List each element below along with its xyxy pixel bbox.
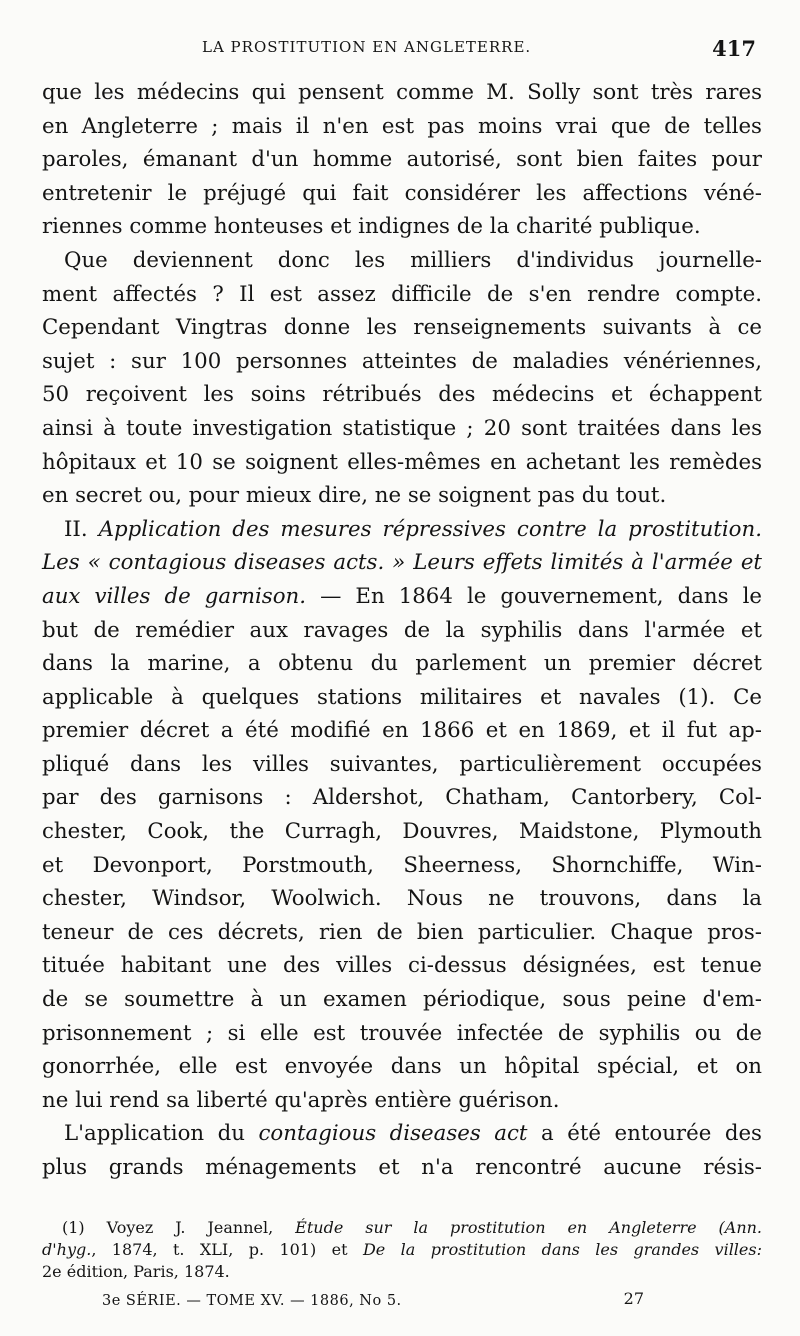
section-title: Application des mesures répressives contre la prostitution. — [98, 516, 762, 542]
text-line: tituée habitant une des villes ci-dessus désignées, est tenue — [42, 953, 762, 979]
text-line: ne lui rend sa liberté qu'après entière guérison. — [42, 1087, 560, 1113]
running-title: LA PROSTITUTION EN ANGLETERRE. — [202, 38, 532, 56]
text-run: a été entourée des — [527, 1121, 762, 1147]
text-line: plus grands ménagements et n'a rencontré aucune résis- — [42, 1155, 762, 1180]
text-line: Que deviennent donc les milliers d'individus journelle- — [64, 247, 762, 273]
footnotes — [42, 1217, 762, 1283]
text-line: Cependant Vingtras donne les renseignements suivants à ce — [42, 315, 762, 341]
series-info: 3e SÉRIE. — TOME XV. — 1886, No 5. — [102, 1293, 402, 1309]
text-line: que les médecins qui pensent comme M. Solly sont très rares — [42, 80, 762, 105]
body-text — [42, 76, 762, 1185]
text-line: but de remédier aux ravages de la syphilis dans l'armée et — [42, 617, 762, 643]
text-line: prisonnement ; si elle est trouvée infectée de syphilis ou de — [42, 1020, 762, 1046]
section-subtitle: Les « contagious diseases acts. » Leurs effets limités à l'armée et — [42, 550, 762, 576]
paragraph-2 — [42, 244, 762, 513]
footnote-line — [42, 1217, 762, 1239]
paragraph-1 — [42, 76, 762, 244]
text-line — [42, 580, 762, 614]
text-line: sujet : sur 100 personnes atteintes de maladies vénériennes, — [42, 348, 762, 374]
footnote-title: De la prostitution dans les grandes villes: — [362, 1240, 762, 1259]
section-number: II. — [64, 516, 88, 542]
text-line: de se soumettre à un examen périodique, sous peine d'em- — [42, 987, 762, 1013]
footnote-line: 2e édition, Paris, 1874. — [42, 1262, 230, 1281]
footnote-text: (1) Voyez J. Jeannel, — [62, 1218, 296, 1237]
text-line: en secret ou, pour mieux dire, ne se soignent pas du tout. — [42, 483, 667, 509]
text-line: pliqué dans les villes suivantes, particulièrement occupées — [42, 751, 762, 777]
text-run: — En 1864 le gouvernement, dans le — [306, 583, 762, 609]
text-run: L'application du — [64, 1121, 259, 1147]
section-subtitle-line — [42, 546, 762, 580]
paragraph-4 — [42, 1117, 762, 1184]
text-line: ment affectés ? Il est assez difficile de s'en rendre compte. — [42, 281, 762, 307]
text-line: en Angleterre ; mais il n'en est pas moins vrai que de telles — [42, 113, 762, 139]
text-line: entretenir le préjugé qui fait considérer les affections véné- — [42, 180, 762, 206]
text-line: chester, Windsor, Woolwich. Nous ne trouvons, dans la — [42, 886, 762, 912]
text-line: 50 reçoivent les soins rétribués des médecins et échappent — [42, 382, 762, 408]
text-line: hôpitaux et 10 se soignent elles-mêmes en achetant les remèdes — [42, 449, 762, 475]
text-line: et Devonport, Porstmouth, Sheerness, Shornchiffe, Win- — [42, 852, 762, 878]
section-heading-line — [42, 513, 762, 547]
text-line: gonorrhée, elle est envoyée dans un hôpital spécial, et on — [42, 1054, 762, 1080]
page-number: 417 — [712, 36, 756, 61]
text-line: applicable à quelques stations militaires et navales (1). Ce — [42, 684, 762, 710]
footnote-journal: d'hyg. — [42, 1240, 92, 1259]
text-line: teneur de ces décrets, rien de bien particulier. Chaque pros- — [42, 919, 762, 945]
section-subtitle-end: aux villes de garnison. — [42, 583, 307, 609]
italic-term: contagious diseases act — [258, 1121, 528, 1147]
paragraph-3 — [42, 513, 762, 1118]
footnote-line — [42, 1239, 762, 1261]
text-line: riennes comme honteuses et indignes de la charité publique. — [42, 214, 701, 240]
running-head — [42, 36, 760, 62]
footnote-text: , 1874, t. XLI, p. 101) et — [91, 1240, 363, 1259]
text-line: premier décret a été modifié en 1866 et en 1869, et il fut ap- — [42, 718, 762, 744]
footnote-title: Étude sur la prostitution en Angleterre (Ann. — [295, 1218, 763, 1237]
text-line: paroles, émanant d'un homme autorisé, sont bien faites pour — [42, 147, 762, 173]
text-line: par des garnisons : Aldershot, Chatham, Cantorbery, Col- — [42, 785, 762, 811]
text-line: chester, Cook, the Curragh, Douvres, Maidstone, Plymouth — [42, 819, 762, 845]
text-line: dans la marine, a obtenu du parlement un premier décret — [42, 651, 762, 677]
sheet-number: 27 — [623, 1289, 644, 1308]
text-line — [42, 1117, 762, 1151]
printer-signature — [42, 1289, 762, 1317]
text-line: ainsi à toute investigation statistique ; 20 sont traitées dans les — [42, 415, 762, 441]
